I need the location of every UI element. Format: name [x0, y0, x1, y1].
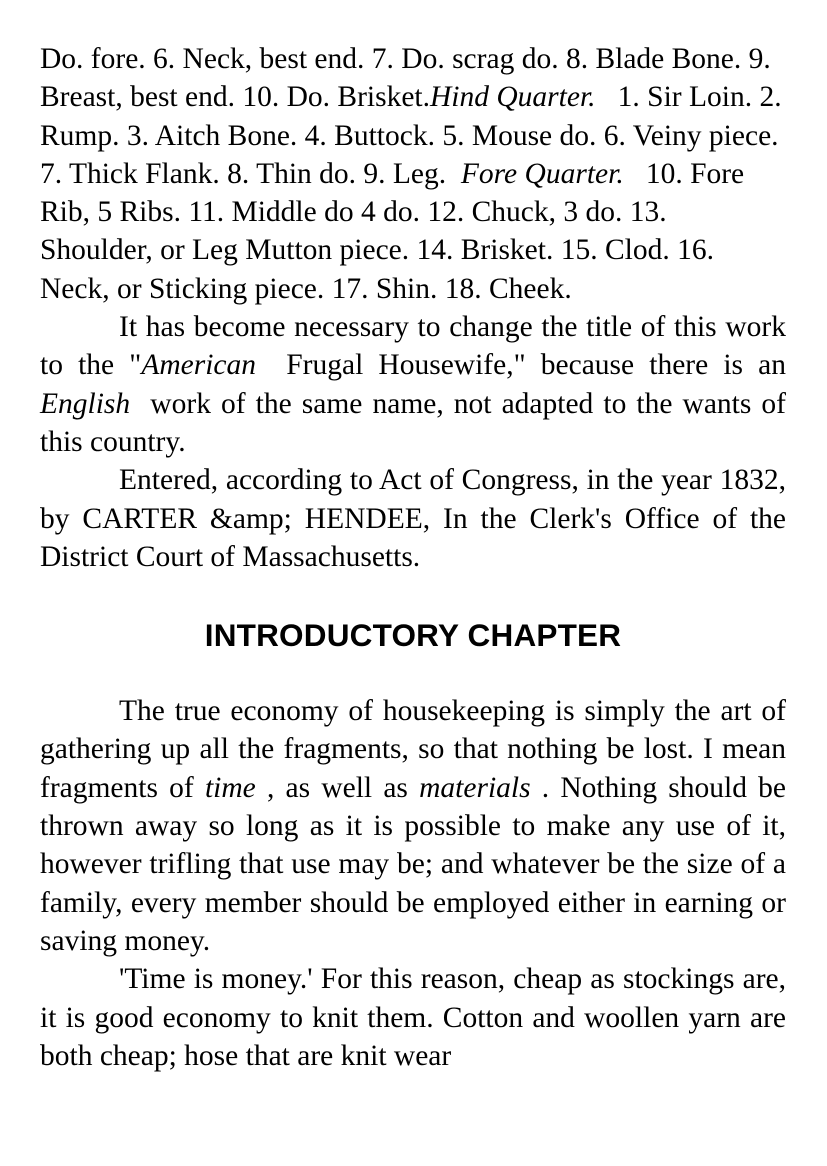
text-run: The true economy of housekeeping is simply the art of gathering up all the fragments, so that nothing be lost. I mean fragments of — [40, 695, 786, 804]
text-run: It has become necessary to change the title of this work to the " — [40, 311, 786, 382]
text-run: Entered, according to Act of Congress, in the year 1832, by CARTER &amp; HENDEE, In the Clerk's Office of the District Court of Massachusetts. — [40, 464, 786, 573]
text-run: 10. Fore Rib, 5 Ribs. 11. Middle do 4 do. 12. Chuck, 3 do. 13. Shoulder, or Leg Mutton piece. 14. Brisket. 15. Clod. 16. Neck, or Sticking piece. 17. Shin. 18. Cheek. — [40, 157, 752, 305]
paragraph-time-is-money — [40, 960, 786, 1075]
text-run: work of the same name, not adapted to the wants of this country. — [40, 387, 794, 458]
chapter-heading: INTRODUCTORY CHAPTER — [204, 617, 622, 654]
text-run: 'Time is money.' For this reason, cheap as stockings are, it is good economy to knit them. Cotton and woollen yarn are both cheap; hose that are knit wear — [40, 963, 786, 1072]
paragraph-copyright — [40, 461, 786, 576]
text-run: Frugal Housewife," because there is an — [256, 349, 794, 382]
italic-run: English — [40, 387, 131, 420]
text-run: 1. Sir Loin. 2. Rump. 3. Aitch Bone. 4. Buttock. 5. Mouse do. 6. Veiny piece. 7. Thick Flank. 8. Thin do. 9. Leg. — [40, 81, 789, 190]
document-page — [40, 40, 794, 1075]
text-run: , as well as — [255, 771, 420, 804]
paragraph-economy — [40, 692, 794, 960]
italic-run: Hind Quarter. — [430, 81, 596, 114]
text-run: Do. fore. 6. Neck, best end. 7. Do. scrag do. 8. Blade Bone. 9. Breast, best end. 10. Do. Brisket. — [40, 43, 771, 114]
paragraph-title-change — [40, 308, 794, 461]
italic-run: Fore Quarter. — [460, 157, 624, 190]
paragraph-beef-cuts — [40, 40, 789, 308]
text-run: . Nothing should be thrown away so long as it is possible to make any use of it, however trifling that use may be; and whatever be the size of a family, every member should be employed either in earning or saving money. — [40, 771, 794, 957]
italic-run: American — [141, 349, 256, 382]
italic-run: time — [204, 771, 256, 804]
italic-run: materials — [419, 771, 531, 804]
